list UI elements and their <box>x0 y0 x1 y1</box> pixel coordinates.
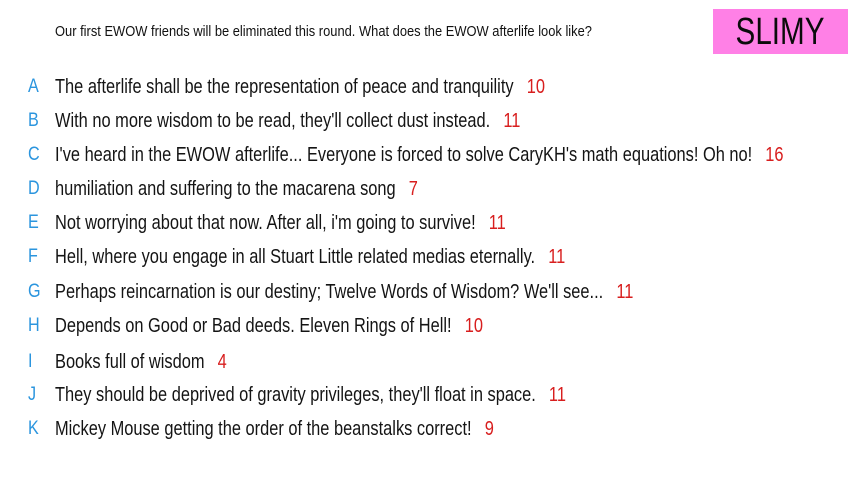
response-letter: G <box>28 281 41 302</box>
category-badge <box>713 9 848 54</box>
response-text: Not worrying about that now. After all, i'm going to survive! <box>55 211 476 234</box>
response-letter: A <box>28 76 39 97</box>
response-score: 11 <box>616 280 634 303</box>
response-score: 11 <box>548 383 566 406</box>
response-text: The afterlife shall be the representation of peace and tranquility <box>55 75 514 98</box>
response-score: 11 <box>488 211 506 234</box>
response-letter: H <box>28 315 40 336</box>
response-score: 11 <box>548 245 566 268</box>
response-letter: E <box>28 212 39 233</box>
response-letter: D <box>28 178 40 199</box>
response-score: 4 <box>217 350 227 373</box>
prompt-text: Our first EWOW friends will be eliminated this round. What does the EWOW afterlife look like? <box>55 23 592 40</box>
response-score: 16 <box>765 143 784 166</box>
response-score: 11 <box>503 109 521 132</box>
response-text: humiliation and suffering to the macarena song <box>55 177 396 200</box>
response-letter: C <box>28 144 40 165</box>
response-text: Depends on Good or Bad deeds. Eleven Rings of Hell! <box>55 314 452 337</box>
response-score: 9 <box>484 417 494 440</box>
response-letter: K <box>28 418 39 439</box>
response-letter: J <box>28 384 37 405</box>
response-letter: F <box>28 246 38 267</box>
response-text: With no more wisdom to be read, they'll collect dust instead. <box>55 109 491 132</box>
badge-label: SLIMY <box>736 10 825 53</box>
response-text: Perhaps reincarnation is our destiny; Twelve Words of Wisdom? We'll see... <box>55 280 604 303</box>
response-letter: I <box>28 351 33 372</box>
response-score: 7 <box>408 177 418 200</box>
response-text: They should be deprived of gravity privileges, they'll float in space. <box>55 383 536 406</box>
response-text: I've heard in the EWOW afterlife... Everyone is forced to solve CaryKH's math equations! Oh no! <box>55 143 753 166</box>
response-text: Mickey Mouse getting the order of the beanstalks correct! <box>55 417 472 440</box>
response-score: 10 <box>464 314 483 337</box>
response-text: Hell, where you engage in all Stuart Little related medias eternally. <box>55 245 536 268</box>
response-score: 10 <box>526 75 545 98</box>
response-text: Books full of wisdom <box>55 350 205 373</box>
response-letter: B <box>28 110 39 131</box>
